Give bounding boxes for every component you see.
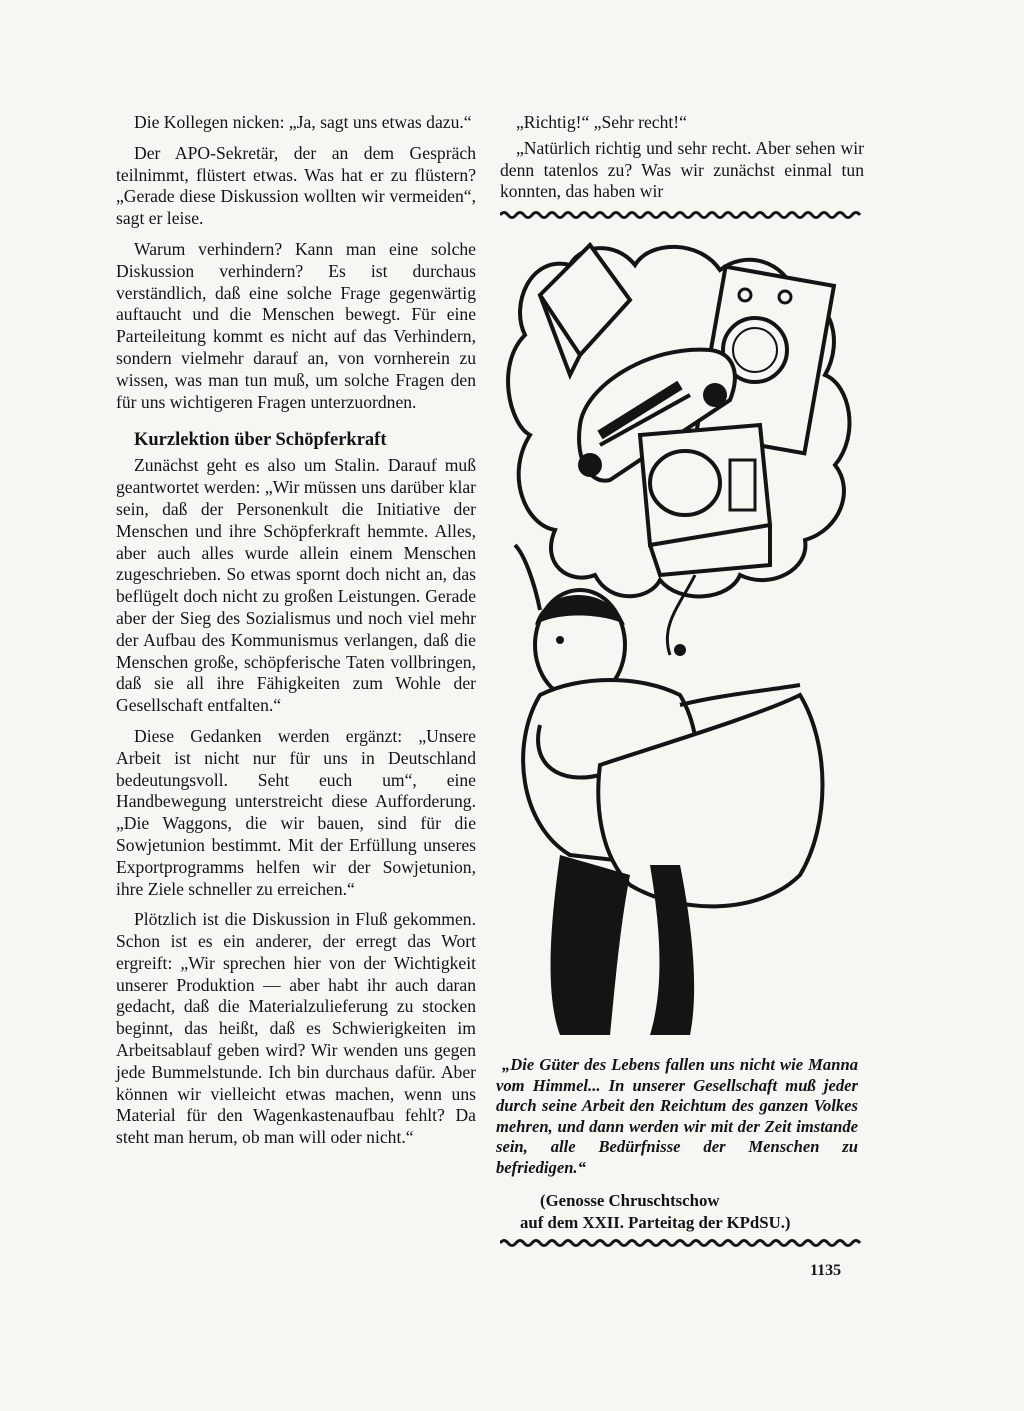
wavy-rule-top	[500, 208, 864, 222]
paragraph: „Richtig!“ „Sehr recht!“	[516, 112, 687, 132]
right-column-text	[500, 112, 864, 207]
paragraph: Diese Gedanken werden ergänzt: „Unsere Arbeit ist nicht nur für uns in Deutschland bedeutungsvoll. Seht euch um“, eine Handbewegung unterstreicht diese Aufforderung. „Die Waggons, die wir bauen, sind für die Sowjetunion bestimmt. Mit der Erfüllung unseres Exportprogramms helfen wir der Sowjetunion, ihre Ziele schneller zu erreichen.“	[116, 725, 476, 899]
section-heading: Kurzlektion über Schöpferkraft	[134, 430, 387, 451]
caption-attribution	[500, 1190, 864, 1234]
illustration-caption	[496, 1055, 858, 1179]
cartoon-man-dreaming-of-consumer-goods-icon	[500, 225, 864, 1045]
attribution-line: auf dem XXII. Parteitag der KPdSU.)	[520, 1213, 791, 1232]
paragraph: „Natürlich richtig und sehr recht. Aber sehen wir denn tatenlos zu? Was wir zunächst einmal tun konnten, das haben wir	[500, 137, 864, 202]
paragraph: Plötzlich ist die Diskussion in Fluß gekommen. Schon ist es ein anderer, der erregt das Wort ergreift: „Wir sprechen hier von der Wichtigkeit unserer Produktion — aber habt ihr auch daran gedacht, daß die Materialzulieferung zu stocken beginnt, das heißt, daß es Schwierigkeiten im Arbeitsablauf geben wird? Wir wenden uns gegen jede Bummelstunde. Ich bin durchaus dafür. Aber können wir vielleicht etwas machen, wenn uns Material für den Wagenkastenaufbau fehlt? Da steht man herum, ob man will oder nicht.“	[116, 909, 476, 1148]
paragraph: Der APO-Sekretär, der an dem Gespräch teilnimmt, flüstert etwas. Was hat er zu flüstern? „Gerade diese Diskussion wollten wir vermeiden“, sagt er leise.	[116, 142, 476, 229]
caption-quote: „Die Güter des Lebens fallen uns nicht wie Manna vom Himmel... In unserer Gesellschaft muß jeder durch seine Arbeit den Reichtum des ganzen Volkes mehren, und dann werden wir mit der Zeit imstande sein, alle Bedürfnisse der Menschen zu befriedigen.“	[496, 1055, 858, 1177]
page-number: 1135	[810, 1262, 842, 1279]
paragraph: Die Kollegen nicken: „Ja, sagt uns etwas dazu.“	[134, 112, 472, 132]
paragraph: Zunächst geht es also um Stalin. Darauf muß geantwortet werden: „Wir müssen uns darüber klar sein, daß der Personenkult die Initiative der Menschen und ihre Schöpferkraft hemmte. Alles, aber auch alles wurde allein einem Menschen zugeschrieben. So etwas spornt doch nicht an, das beflügelt doch nicht zu großen Leistungen. Gerade aber der Sieg des Sozialismus und noch viel mehr der Aufbau des Kommunismus verlangen, daß die Menschen große, schöpferische Taten vollbringen, daß sie all ihre Fähigkeiten zum Wohle der Gesellschaft entfalten.“	[116, 455, 476, 716]
wavy-rule-bottom	[500, 1236, 864, 1250]
left-column	[116, 112, 476, 1158]
paragraph: Warum verhindern? Kann man eine solche Diskussion verhindern? Es ist durchaus verständlich, daß eine solche Frage gegenwärtig auftaucht und die Menschen bewegt. Für eine Parteileitung kommt es nicht auf das Verhindern, sondern vielmehr darauf an, von vornherein zu wissen, was man tun muß, um solche Fragen den für uns wichtigeren Fragen unterzuordnen.	[116, 238, 476, 412]
attribution-line: (Genosse Chruschtschow	[540, 1191, 720, 1210]
